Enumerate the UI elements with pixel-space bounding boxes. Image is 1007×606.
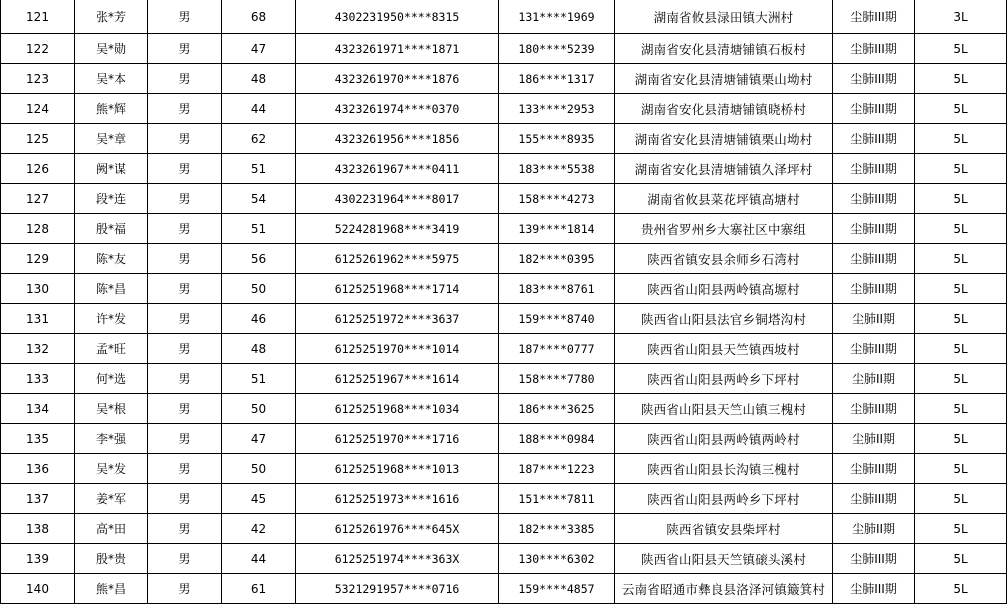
cell-diagnosis: 尘肺III期 [833,574,915,604]
cell-address: 陕西省山阳县两岭镇高塬村 [615,274,833,304]
cell-row-number: 139 [1,544,75,574]
table-row [1,454,1007,484]
cell-row-number: 123 [1,64,75,94]
cell-id-number: 4323261971****1871 [296,34,499,64]
cell-address: 陕西省山阳县两岭乡下坪村 [615,484,833,514]
cell-address: 陕西省山阳县两岭乡下坪村 [615,364,833,394]
cell-diagnosis: 尘肺III期 [833,0,915,34]
cell-age: 50 [222,274,296,304]
cell-phone: 158****7780 [499,364,615,394]
cell-phone: 151****7811 [499,484,615,514]
table-row [1,64,1007,94]
cell-diagnosis: 尘肺III期 [833,454,915,484]
cell-gender: 男 [148,64,222,94]
cell-gender: 男 [148,514,222,544]
cell-age: 47 [222,34,296,64]
cell-age: 48 [222,334,296,364]
table-row [1,574,1007,604]
cell-phone: 131****1969 [499,0,615,34]
cell-phone: 130****6302 [499,544,615,574]
cell-volume: 5L [915,64,1007,94]
cell-phone: 186****3625 [499,394,615,424]
table-row [1,274,1007,304]
cell-address: 陕西省山阳县两岭镇两岭村 [615,424,833,454]
cell-id-number: 6125251968****1013 [296,454,499,484]
cell-name: 阙*谋 [75,154,148,184]
cell-phone: 159****4857 [499,574,615,604]
cell-volume: 5L [915,334,1007,364]
cell-volume: 5L [915,574,1007,604]
cell-address: 湖南省安化县清塘铺镇栗山坳村 [615,124,833,154]
cell-gender: 男 [148,424,222,454]
cell-age: 51 [222,154,296,184]
cell-phone: 182****0395 [499,244,615,274]
cell-phone: 133****2953 [499,94,615,124]
cell-name: 吴*发 [75,454,148,484]
table-row [1,334,1007,364]
cell-gender: 男 [148,0,222,34]
cell-phone: 187****0777 [499,334,615,364]
cell-age: 56 [222,244,296,274]
cell-volume: 5L [915,364,1007,394]
table-row [1,184,1007,214]
cell-address: 陕西省镇安县柴坪村 [615,514,833,544]
cell-address: 湖南省安化县清塘铺镇晓桥村 [615,94,833,124]
cell-row-number: 140 [1,574,75,604]
cell-age: 61 [222,574,296,604]
cell-name: 熊*辉 [75,94,148,124]
cell-diagnosis: 尘肺III期 [833,124,915,154]
cell-id-number: 4302231964****8017 [296,184,499,214]
cell-address: 湖南省安化县清塘铺镇栗山坳村 [615,64,833,94]
cell-name: 姜*军 [75,484,148,514]
cell-id-number: 6125251967****1614 [296,364,499,394]
cell-phone: 187****1223 [499,454,615,484]
table-row [1,214,1007,244]
cell-id-number: 6125251968****1034 [296,394,499,424]
cell-name: 殷*福 [75,214,148,244]
cell-id-number: 6125251974****363X [296,544,499,574]
cell-diagnosis: 尘肺III期 [833,94,915,124]
cell-diagnosis: 尘肺III期 [833,274,915,304]
cell-row-number: 121 [1,0,75,34]
cell-name: 吴*勋 [75,34,148,64]
cell-gender: 男 [148,94,222,124]
cell-phone: 158****4273 [499,184,615,214]
cell-phone: 188****0984 [499,424,615,454]
cell-volume: 5L [915,34,1007,64]
table-row [1,484,1007,514]
cell-age: 48 [222,64,296,94]
cell-gender: 男 [148,214,222,244]
cell-volume: 5L [915,424,1007,454]
cell-diagnosis: 尘肺III期 [833,184,915,214]
cell-name: 段*连 [75,184,148,214]
cell-phone: 182****3385 [499,514,615,544]
cell-gender: 男 [148,274,222,304]
cell-diagnosis: 尘肺III期 [833,244,915,274]
cell-address: 湖南省安化县清塘铺镇久泽坪村 [615,154,833,184]
cell-age: 54 [222,184,296,214]
cell-address: 湖南省安化县清塘铺镇石板村 [615,34,833,64]
cell-gender: 男 [148,544,222,574]
cell-diagnosis: 尘肺III期 [833,544,915,574]
cell-address: 湖南省攸县渌田镇大洲村 [615,0,833,34]
cell-name: 陈*友 [75,244,148,274]
cell-gender: 男 [148,454,222,484]
cell-gender: 男 [148,184,222,214]
cell-gender: 男 [148,484,222,514]
cell-id-number: 6125261962****5975 [296,244,499,274]
cell-phone: 183****8761 [499,274,615,304]
cell-age: 46 [222,304,296,334]
cell-volume: 5L [915,214,1007,244]
cell-name: 吴*章 [75,124,148,154]
cell-phone: 183****5538 [499,154,615,184]
cell-address: 陕西省山阳县天竺镇西坡村 [615,334,833,364]
table-row [1,514,1007,544]
cell-age: 44 [222,544,296,574]
cell-volume: 3L [915,0,1007,34]
cell-address: 云南省昭通市彝良县洛泽河镇簸箕村 [615,574,833,604]
cell-diagnosis: 尘肺II期 [833,424,915,454]
cell-address: 陕西省山阳县长沟镇三槐村 [615,454,833,484]
cell-age: 42 [222,514,296,544]
cell-address: 湖南省攸县菜花坪镇高塘村 [615,184,833,214]
cell-id-number: 4323261956****1856 [296,124,499,154]
cell-diagnosis: 尘肺III期 [833,154,915,184]
cell-volume: 5L [915,244,1007,274]
cell-id-number: 5224281968****3419 [296,214,499,244]
cell-id-number: 6125251973****1616 [296,484,499,514]
table-row [1,0,1007,34]
cell-age: 45 [222,484,296,514]
cell-address: 陕西省镇安县余师乡石湾村 [615,244,833,274]
cell-name: 许*发 [75,304,148,334]
cell-id-number: 5321291957****0716 [296,574,499,604]
cell-phone: 186****1317 [499,64,615,94]
cell-address: 陕西省山阳县法官乡铜塔沟村 [615,304,833,334]
cell-age: 51 [222,364,296,394]
cell-row-number: 130 [1,274,75,304]
cell-row-number: 132 [1,334,75,364]
cell-volume: 5L [915,394,1007,424]
cell-volume: 5L [915,94,1007,124]
cell-volume: 5L [915,184,1007,214]
cell-name: 殷*贵 [75,544,148,574]
cell-row-number: 125 [1,124,75,154]
cell-id-number: 6125251970****1716 [296,424,499,454]
cell-row-number: 124 [1,94,75,124]
cell-age: 62 [222,124,296,154]
cell-volume: 5L [915,454,1007,484]
cell-row-number: 137 [1,484,75,514]
table-row [1,34,1007,64]
cell-name: 吴*根 [75,394,148,424]
cell-gender: 男 [148,364,222,394]
cell-volume: 5L [915,124,1007,154]
table-row [1,154,1007,184]
cell-gender: 男 [148,244,222,274]
cell-row-number: 128 [1,214,75,244]
cell-id-number: 6125251970****1014 [296,334,499,364]
cell-age: 68 [222,0,296,34]
cell-phone: 180****5239 [499,34,615,64]
cell-row-number: 135 [1,424,75,454]
cell-phone: 139****1814 [499,214,615,244]
cell-name: 高*田 [75,514,148,544]
cell-diagnosis: 尘肺III期 [833,334,915,364]
cell-address: 陕西省山阳县天竺镇磙头溪村 [615,544,833,574]
table-row [1,244,1007,274]
cell-diagnosis: 尘肺III期 [833,484,915,514]
cell-name: 陈*昌 [75,274,148,304]
table-row [1,544,1007,574]
cell-id-number: 4302231950****8315 [296,0,499,34]
cell-name: 李*强 [75,424,148,454]
cell-gender: 男 [148,34,222,64]
cell-gender: 男 [148,334,222,364]
cell-age: 50 [222,454,296,484]
cell-id-number: 6125251972****3637 [296,304,499,334]
cell-age: 51 [222,214,296,244]
cell-diagnosis: 尘肺III期 [833,34,915,64]
cell-diagnosis: 尘肺III期 [833,394,915,424]
cell-phone: 155****8935 [499,124,615,154]
cell-name: 熊*昌 [75,574,148,604]
cell-row-number: 126 [1,154,75,184]
cell-address: 陕西省山阳县天竺山镇三槐村 [615,394,833,424]
cell-age: 50 [222,394,296,424]
cell-id-number: 6125261976****645X [296,514,499,544]
cell-gender: 男 [148,304,222,334]
cell-address: 贵州省罗州乡大寨社区中寨组 [615,214,833,244]
table-row [1,124,1007,154]
cell-gender: 男 [148,394,222,424]
cell-volume: 5L [915,304,1007,334]
cell-name: 张*芳 [75,0,148,34]
cell-name: 吴*本 [75,64,148,94]
table-row [1,364,1007,394]
cell-row-number: 133 [1,364,75,394]
table-row [1,94,1007,124]
cell-diagnosis: 尘肺II期 [833,514,915,544]
cell-volume: 5L [915,484,1007,514]
cell-row-number: 122 [1,34,75,64]
cell-id-number: 6125251968****1714 [296,274,499,304]
cell-diagnosis: 尘肺II期 [833,364,915,394]
cell-row-number: 129 [1,244,75,274]
cell-name: 孟*旺 [75,334,148,364]
cell-age: 44 [222,94,296,124]
cell-volume: 5L [915,514,1007,544]
cell-volume: 5L [915,274,1007,304]
cell-id-number: 4323261974****0370 [296,94,499,124]
cell-row-number: 134 [1,394,75,424]
cell-row-number: 138 [1,514,75,544]
cell-diagnosis: 尘肺III期 [833,214,915,244]
cell-gender: 男 [148,154,222,184]
table-row [1,394,1007,424]
cell-id-number: 4323261970****1876 [296,64,499,94]
cell-gender: 男 [148,124,222,154]
cell-diagnosis: 尘肺III期 [833,64,915,94]
table-row [1,424,1007,454]
cell-row-number: 127 [1,184,75,214]
table-row [1,304,1007,334]
cell-gender: 男 [148,574,222,604]
cell-id-number: 4323261967****0411 [296,154,499,184]
cell-name: 何*选 [75,364,148,394]
cell-row-number: 131 [1,304,75,334]
cell-age: 47 [222,424,296,454]
cell-row-number: 136 [1,454,75,484]
cell-diagnosis: 尘肺II期 [833,304,915,334]
cell-volume: 5L [915,154,1007,184]
cell-volume: 5L [915,544,1007,574]
cell-phone: 159****8740 [499,304,615,334]
